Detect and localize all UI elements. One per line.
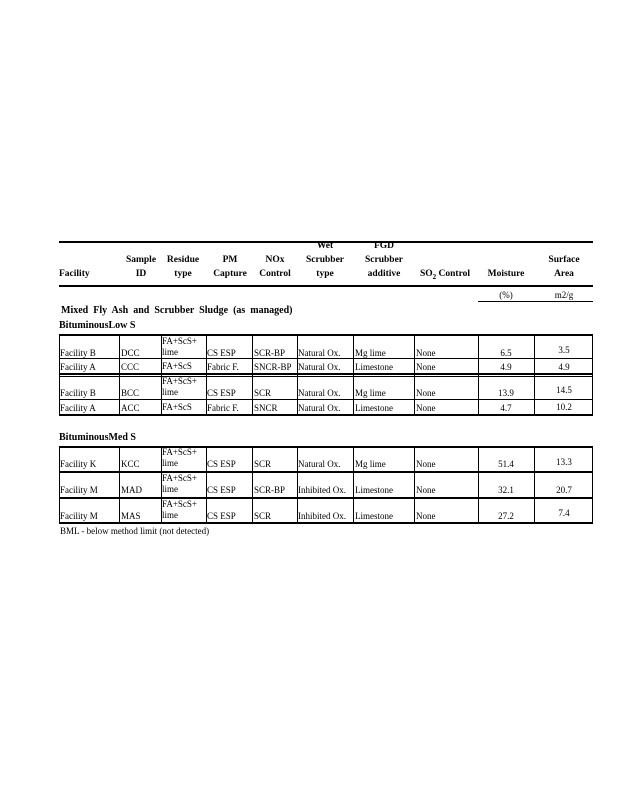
- rule: [59, 497, 593, 499]
- rule: [59, 399, 593, 400]
- cell-fgd: Mg lime: [355, 348, 386, 358]
- cell-fgd: Limestone: [355, 403, 393, 413]
- cell-nox: SCR-BP: [254, 485, 286, 495]
- cell-residue: FA+ScS+ lime: [162, 499, 197, 520]
- cell-pm: CS ESP: [207, 459, 236, 469]
- cell-area: 7.4: [558, 508, 570, 518]
- cell-nox: SCR: [254, 511, 272, 521]
- cell-facility: Facility M: [60, 485, 98, 495]
- header-wet-scrubber: Wet Scrubber type: [306, 241, 344, 279]
- cell-id: DCC: [121, 348, 140, 358]
- cell-id: BCC: [121, 388, 140, 398]
- header-moisture: Moisture: [487, 269, 525, 279]
- cell-wet: Inhibited Ox.: [298, 485, 346, 495]
- cell-area: 20.7: [556, 485, 572, 495]
- cell-facility: Facility M: [60, 511, 98, 521]
- cell-wet: Natural Ox.: [298, 348, 341, 358]
- cell-id: MAD: [121, 485, 143, 495]
- cell-fgd: Limestone: [355, 362, 393, 372]
- header-nox-control: NOx Control: [259, 255, 291, 279]
- cell-area: 13.3: [556, 457, 572, 467]
- cell-facility: Facility B: [60, 348, 96, 358]
- cell-fgd: Mg lime: [355, 388, 386, 398]
- cell-residue: FA+ScS: [162, 402, 192, 412]
- cell-nox: SCR: [254, 459, 272, 469]
- cell-pm: CS ESP: [207, 511, 236, 521]
- cell-moisture: 51.4: [498, 459, 514, 469]
- unit-moisture: (%): [499, 290, 513, 300]
- group-label-med-s: BituminousMed S: [59, 432, 136, 443]
- cell-area: 14.5: [556, 385, 572, 395]
- cell-wet: Natural Ox.: [298, 362, 341, 372]
- cell-area: 3.5: [558, 345, 570, 355]
- header-bottom-rule: [59, 285, 593, 287]
- cell-wet: Natural Ox.: [298, 459, 341, 469]
- header-pm-capture: PM Capture: [213, 255, 247, 279]
- cell-id: MAS: [121, 511, 141, 521]
- units-rule: [478, 301, 593, 302]
- cell-so2: None: [416, 388, 436, 398]
- rule: [59, 471, 593, 473]
- header-facility: Facility: [59, 269, 90, 279]
- section-title: Mixed Fly Ash and Scrubber Sludge (as managed): [61, 305, 293, 316]
- cell-moisture: 32.1: [498, 485, 514, 495]
- rule: [59, 373, 593, 375]
- cell-residue: FA+ScS+ lime: [162, 376, 197, 397]
- cell-fgd: Limestone: [355, 511, 393, 521]
- header-residue-type: Residue type: [166, 255, 200, 279]
- rule: [59, 334, 593, 336]
- cell-pm: CS ESP: [207, 388, 236, 398]
- cell-nox: SNCR-BP: [254, 362, 292, 372]
- cell-id: ACC: [121, 403, 140, 413]
- cell-facility: Facility A: [60, 403, 96, 413]
- cell-wet: Inhibited Ox.: [298, 511, 346, 521]
- cell-id: CCC: [121, 362, 140, 372]
- header-fgd-additive: FGD Scrubber additive: [365, 241, 403, 279]
- header-so2-control: $SO_2$ Control: [419, 269, 471, 281]
- cell-pm: CS ESP: [207, 485, 236, 495]
- rule: [59, 522, 593, 524]
- cell-so2: None: [416, 511, 436, 521]
- cell-pm: CS ESP: [207, 348, 236, 358]
- cell-fgd: Mg lime: [355, 459, 386, 469]
- cell-moisture: 4.9: [500, 362, 512, 372]
- cell-moisture: 6.5: [500, 348, 512, 358]
- cell-so2: None: [416, 459, 436, 469]
- header-surface-area: Surface Area: [548, 255, 580, 279]
- cell-nox: SNCR: [254, 403, 278, 413]
- cell-residue: FA+ScS: [162, 361, 192, 371]
- cell-so2: None: [416, 485, 436, 495]
- header-sample-id: Sample ID: [125, 255, 157, 279]
- cell-so2: None: [416, 362, 436, 372]
- cell-residue: FA+ScS+ lime: [162, 336, 197, 357]
- cell-area: 4.9: [558, 362, 570, 372]
- cell-area: 10.2: [556, 402, 572, 412]
- cell-moisture: 13.9: [498, 388, 514, 398]
- cell-wet: Natural Ox.: [298, 403, 341, 413]
- cell-residue: FA+ScS+ lime: [162, 473, 197, 494]
- cell-pm: Fabric F.: [207, 403, 239, 413]
- cell-so2: None: [416, 348, 436, 358]
- footnote: BML - below method limit (not detected): [60, 526, 210, 536]
- cell-nox: SCR: [254, 388, 272, 398]
- cell-moisture: 4.7: [500, 403, 512, 413]
- group-label-low-s: BituminousLow S: [59, 320, 136, 331]
- cell-moisture: 27.2: [498, 511, 514, 521]
- rule: [59, 446, 593, 448]
- cell-facility: Facility K: [60, 459, 97, 469]
- cell-facility: Facility A: [60, 362, 96, 372]
- unit-surface-area: m2/g: [554, 290, 574, 300]
- cell-residue: FA+ScS+ lime: [162, 447, 197, 468]
- cell-facility: Facility B: [60, 388, 96, 398]
- rule: [59, 414, 593, 416]
- cell-pm: Fabric F.: [207, 362, 239, 372]
- cell-id: KCC: [121, 459, 140, 469]
- cell-nox: SCR-BP: [254, 348, 286, 358]
- cell-wet: Natural Ox.: [298, 388, 341, 398]
- cell-fgd: Limestone: [355, 485, 393, 495]
- rule: [59, 358, 593, 359]
- rule: [59, 376, 593, 377]
- cell-so2: None: [416, 403, 436, 413]
